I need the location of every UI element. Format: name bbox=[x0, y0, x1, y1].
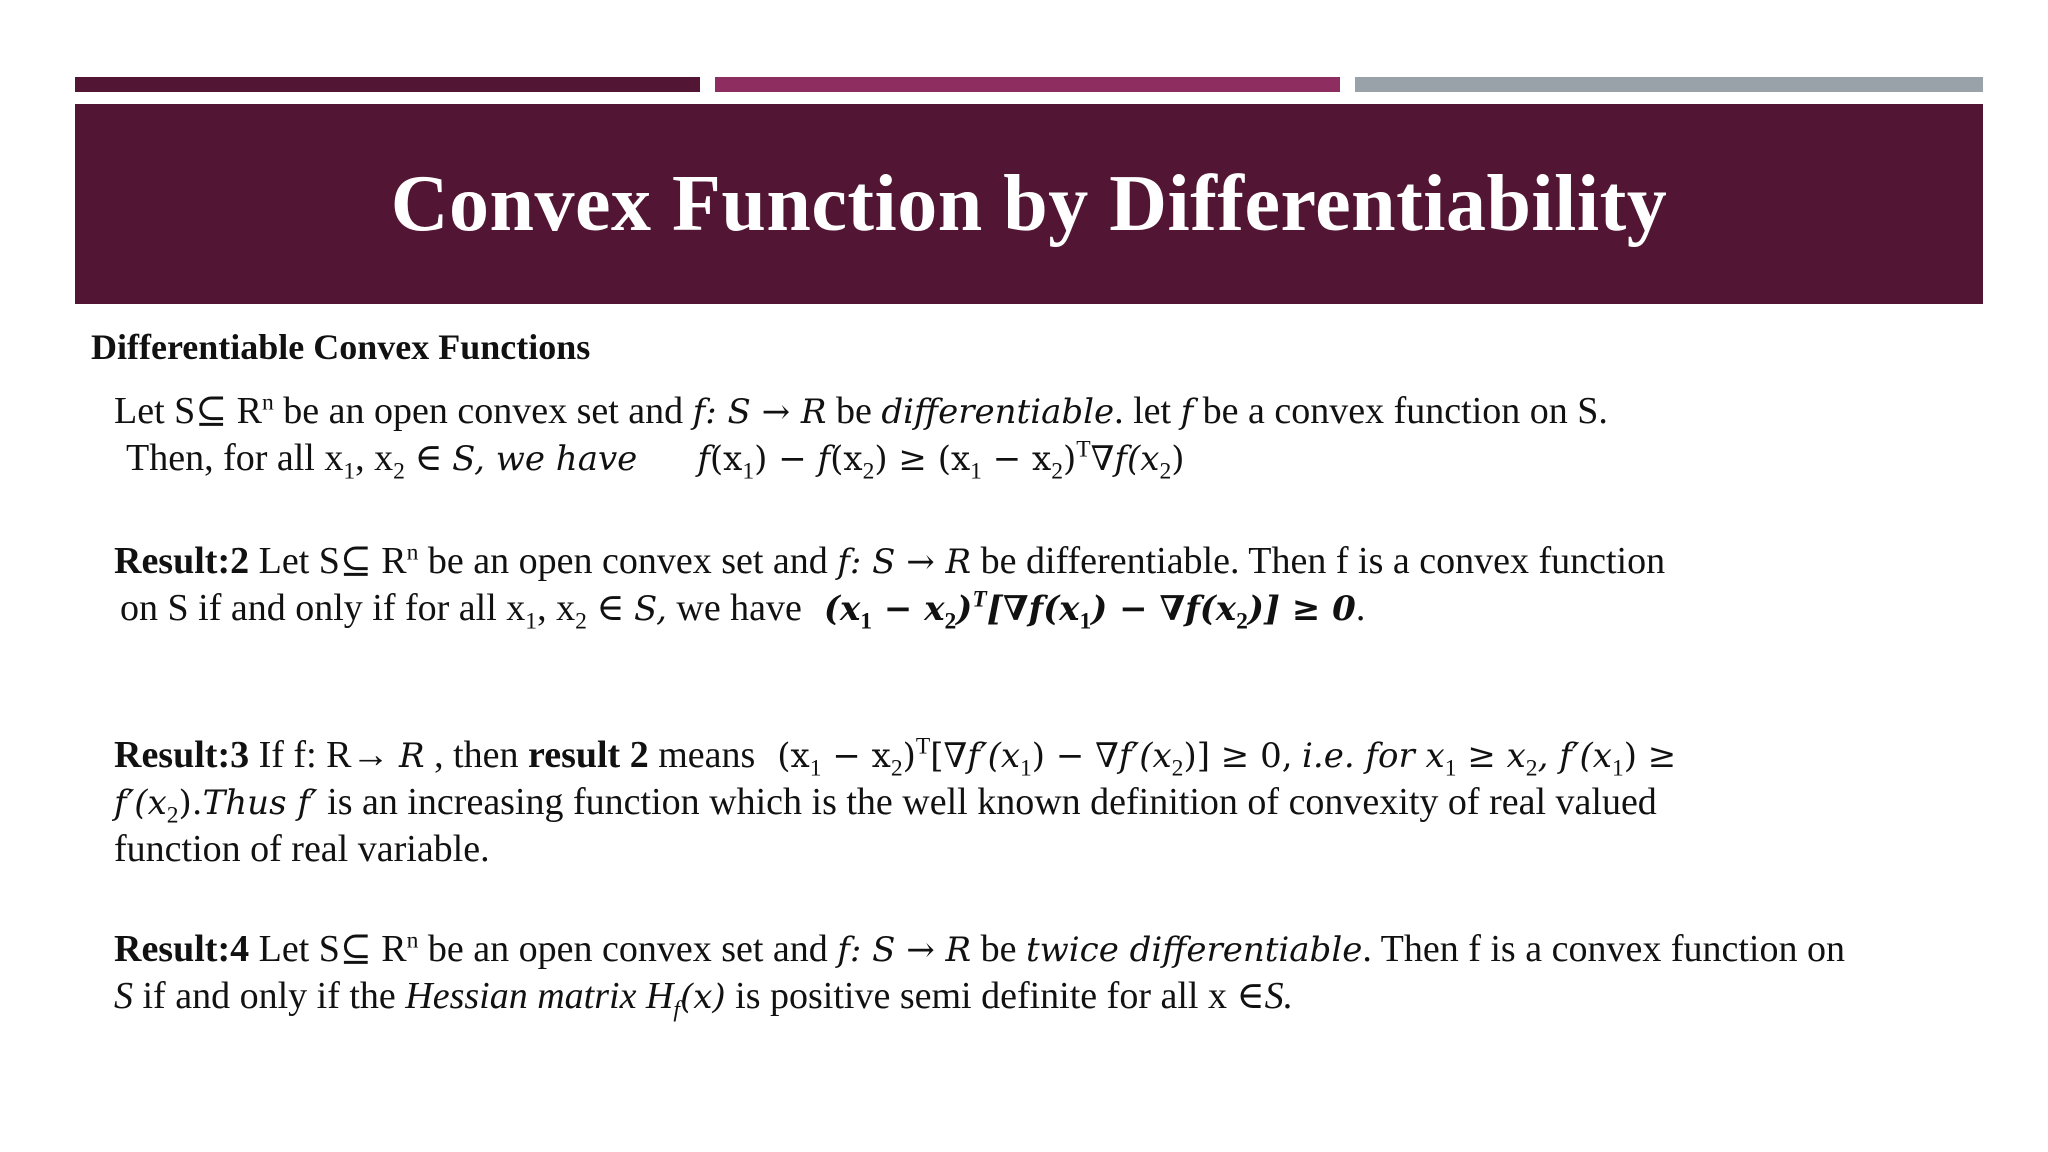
accent-bar-middle bbox=[715, 77, 1340, 92]
result-2-paragraph bbox=[114, 538, 1666, 635]
slide-title: Convex Function by Differentiability bbox=[390, 159, 1668, 248]
result-3-line-3: function of real variable. bbox=[114, 828, 490, 870]
result-4-paragraph bbox=[114, 926, 1845, 1023]
result-3-line-2: $f'(x_2).Thus$ f′ is an increasing function which is the well known definition of convexity of real valued bbox=[114, 781, 1657, 829]
accent-bar-left bbox=[75, 77, 700, 92]
definition-line-2: Then, for all $x_1$, $x_2$ ∈ S, we have $f(x_1) - f(x_2) \ge (x_1 - x_2)^T\nabla f(x_2)$ bbox=[126, 436, 1185, 485]
result-2-line-1: Result:2 Let S⊆ $R^n$ be an open convex set and f: S → R be differentiable. Then f is a convex function bbox=[114, 539, 1666, 582]
accent-bar-right bbox=[1355, 77, 1983, 92]
result-2-line-2: on S if and only if for all $x_1$, $x_2$ ∈ S, we have $(x_1 - x_2)^T[\nabla f(x_1) - \nabla f(x_2)] \ge 0$. bbox=[120, 586, 1366, 635]
result-2-label: Result:2 bbox=[114, 540, 250, 582]
result-3-paragraph bbox=[114, 732, 1676, 872]
definition-line-1: Let S⊆ $R^n$ be an open convex set and f: S → R be differentiable. let f be a convex function on S. bbox=[114, 389, 1608, 432]
result-3-label: Result:3 bbox=[114, 734, 250, 776]
result-4-label: Result:4 bbox=[114, 928, 250, 970]
result-4-line-1: Result:4 Let S⊆ $R^n$ be an open convex set and f: S → R be twice differentiable. Then f is a convex function on bbox=[114, 927, 1845, 970]
result-4-line-2: S if and only if the Hessian matrix $H_f(x)$ is positive semi definite for all x ∈S. bbox=[114, 975, 1294, 1023]
title-banner bbox=[75, 104, 1983, 304]
section-heading: Differentiable Convex Functions bbox=[91, 327, 591, 367]
definition-paragraph bbox=[114, 388, 1608, 485]
result-3-line-1: Result:3 If f: R→ R , then result 2 means $(x_1 - x_2)^T[\nabla f'(x_1) - \nabla f'(x_2)] \ge 0$, i.e. for $x_1 \ge x_2$, $f'(x_1)$ ≥ bbox=[114, 733, 1677, 782]
